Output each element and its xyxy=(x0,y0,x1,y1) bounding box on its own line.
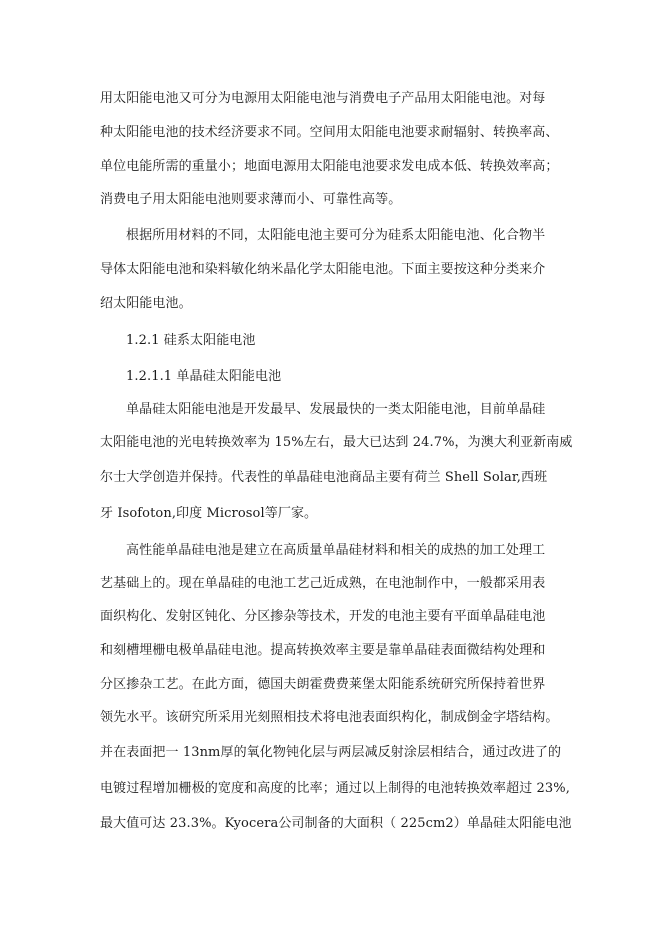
text-line: 太阳能电池的光电转换效率为 15%左右，最大已达到 24.7%，为澳大利亚新南威 xyxy=(100,435,573,450)
text-line: 并在表面把一 13nm厚的氧化物钝化层与两层减反射涂层相结合，通过改进了的 xyxy=(100,745,562,760)
text-line: 分区掺杂工艺。在此方面，德国夫朗霍费费莱堡太阳能系统研究所保持着世界 xyxy=(100,677,546,692)
text-line: 绍太阳能电池。 xyxy=(100,296,192,311)
text-line: 牙 Isofoton,印度 Microsol等厂家。 xyxy=(100,506,318,521)
paragraph-first-line: 单晶硅太阳能电池是开发最早、发展最快的一类太阳能电池，目前单晶硅 xyxy=(126,402,546,417)
text-line: 导体太阳能电池和染料敏化纳米晶化学太阳能电池。下面主要按这种分类来介 xyxy=(100,262,546,277)
text-line: 面织构化、发射区钝化、分区掺杂等技术，开发的电池主要有平面单晶硅电池 xyxy=(100,609,546,624)
subsection-heading: 1.2.1.1 单晶硅太阳能电池 xyxy=(126,369,282,384)
paragraph-first-line: 高性能单晶硅电池是建立在高质量单晶硅材料和相关的成热的加工处理工 xyxy=(126,543,546,558)
text-line: 用太阳能电池又可分为电源用太阳能电池与消费电子产品用太阳能电池。对每 xyxy=(100,91,546,106)
text-line: 尔士大学创造并保持。代表性的单晶硅电池商品主要有荷兰 Shell Solar,西班 xyxy=(100,470,548,485)
text-line: 和刻槽埋栅电极单晶硅电池。提高转换效率主要是靠单晶硅表面微结构处理和 xyxy=(100,643,546,658)
text-line: 单位电能所需的重量小；地面电源用太阳能电池要求发电成本低、转换效率高； xyxy=(100,159,559,174)
text-line: 种太阳能电池的技术经济要求不同。空间用太阳能电池要求耐辐射、转换率高、 xyxy=(100,125,559,140)
paragraph-first-line: 根据所用材料的不同，太阳能电池主要可分为硅系太阳能电池、化合物半 xyxy=(126,228,546,243)
text-line: 电镀过程增加栅极的宽度和高度的比率；通过以上制得的电池转换效率超过 23%, xyxy=(100,781,570,796)
text-line: 消费电子用太阳能电池则要求薄而小、可靠性高等。 xyxy=(100,192,402,207)
text-line: 领先水平。该研究所采用光刻照相技术将电池表面织构化，制成倒金字塔结构。 xyxy=(100,710,559,725)
text-line: 最大值可达 23.3%。Kyocera公司制备的大面积（ 225cm2）单晶硅太阳能电池 xyxy=(100,816,572,831)
text-line: 艺基础上的。现在单晶硅的电池工艺己近成熟，在电池制作中，一般都采用表 xyxy=(100,576,546,591)
section-heading: 1.2.1 硅系太阳能电池 xyxy=(126,333,256,348)
